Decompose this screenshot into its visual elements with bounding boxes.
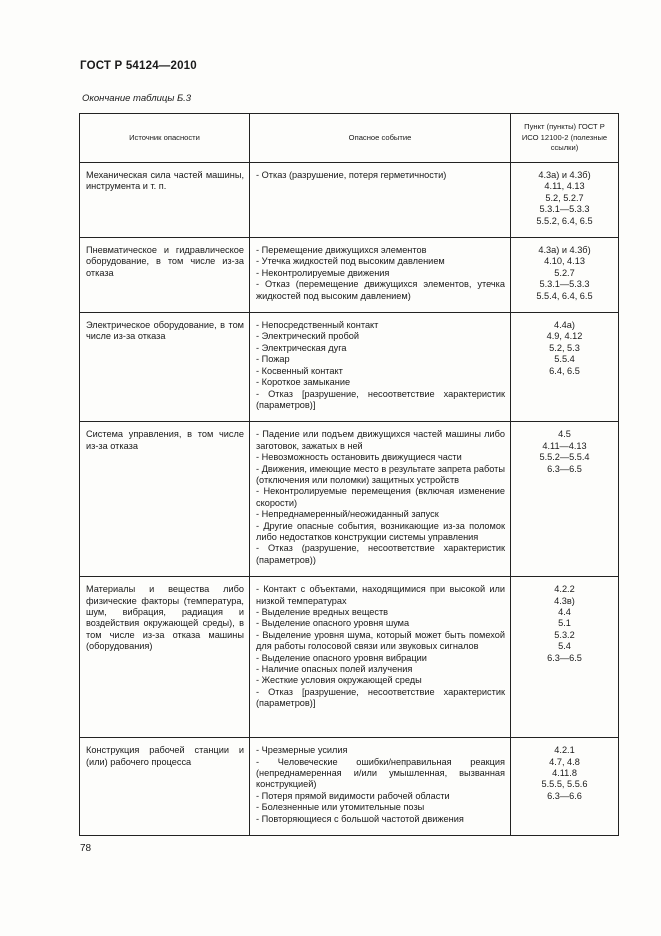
hazard-event-list: [250, 238, 510, 312]
reference-item: 5.2, 5.2.7: [545, 192, 584, 203]
table-row: [80, 738, 619, 836]
hazard-event-item: - Отказ (разрушение, потеря герметичности): [256, 170, 447, 180]
reference-item: 5.5.2—5.5.4: [539, 452, 590, 463]
hazard-event-item: - Чрезмерные усилия: [256, 745, 348, 756]
column-header-refs: Пункт (пункты) ГОСТ Р ИСО 12100-2 (полезные ссылки): [511, 114, 619, 163]
hazard-source-cell: [80, 422, 250, 577]
reference-list: [511, 313, 618, 387]
hazard-source-text: Конструкция рабочей станции и (или) рабочего процесса: [86, 745, 244, 767]
reference-list: [511, 738, 618, 812]
reference-item: 4.7, 4.8: [549, 756, 580, 767]
hazard-event-item: - Человеческие ошибки/неправильная реакция (непреднамеренная и/или умышленная, вызванная конструкцией): [256, 756, 505, 790]
hazard-source-text: Механическая сила частей машины, инструмента и т. п.: [86, 170, 244, 192]
hazard-event-item: - Непреднамеренный/неожиданный запуск: [256, 509, 439, 520]
hazard-event-item: - Пожар: [256, 354, 290, 365]
hazard-event-item: - Жесткие условия окружающей среды: [256, 675, 422, 686]
hazard-event-item: - Утечка жидкостей под высоким давлением: [256, 256, 445, 267]
hazard-event-list: [250, 163, 510, 191]
hazard-event-cell: [250, 738, 511, 836]
reference-item: 5.4: [558, 641, 571, 652]
table-header-row: [80, 114, 619, 163]
reference-cell: [511, 577, 619, 738]
table-row: [80, 238, 619, 313]
hazard-source-cell: [80, 577, 250, 738]
reference-item: 5.2, 5.3: [549, 342, 580, 353]
reference-item: 6.4, 6.5: [549, 365, 580, 376]
reference-item: 4.2.2: [554, 584, 575, 595]
hazard-event-cell: [250, 422, 511, 577]
hazard-event-cell: [250, 577, 511, 738]
hazard-source-text: Система управления, в том числе из-за отказа: [86, 429, 244, 451]
hazard-event-item: - Неконтролируемые движения: [256, 267, 390, 278]
reference-list: [511, 163, 618, 237]
reference-item: 4.3в): [554, 595, 575, 606]
hazard-event-item: - Отказ [разрушение, несоответствие характеристик (параметров)]: [256, 388, 505, 410]
reference-item: 4.4: [558, 607, 571, 617]
hazard-event-item: - Выделение вредных веществ: [256, 607, 389, 617]
reference-item: 4.11.8: [552, 768, 577, 778]
hazard-event-item: - Электрическая дуга: [256, 342, 347, 353]
reference-item: 6.3—6.5: [547, 463, 582, 474]
hazard-event-item: - Невозможность остановить движущиеся части: [256, 452, 462, 463]
hazard-source-text: Материалы и вещества либо физические факторы (температура, шум, вибрация, радиация и воздействия окружающей среды), в том числе из-за отказа машины (оборудования): [86, 584, 244, 652]
hazard-event-item: - Потеря прямой видимости рабочей области: [256, 790, 450, 801]
hazard-source-cell: [80, 313, 250, 422]
hazard-event-list: [250, 422, 510, 576]
hazard-event-cell: [250, 163, 511, 238]
document-code: ГОСТ Р 54124—2010: [80, 60, 197, 72]
hazard-source-cell: [80, 163, 250, 238]
reference-item: 4.10, 4.13: [544, 256, 585, 267]
reference-item: 5.1: [558, 618, 571, 629]
hazard-event-item: - Движения, имеющие место в результате запрета работы (отключения или поломки) защитных устройств: [256, 463, 505, 485]
reference-item: 5.2.7: [554, 267, 575, 278]
hazard-event-item: - Выделение опасного уровня вибрации: [256, 652, 427, 663]
hazard-event-cell: [250, 313, 511, 422]
reference-item: 6.3—6.6: [547, 790, 582, 801]
hazard-event-item: - Электрический пробой: [256, 331, 359, 342]
reference-item: 4.3а) и 4.3б): [538, 170, 591, 180]
reference-item: 6.3—6.5: [547, 652, 582, 663]
table-caption: Окончание таблицы Б.3: [82, 93, 192, 104]
reference-item: 4.4а): [554, 320, 575, 331]
hazard-event-item: - Наличие опасных полей излучения: [256, 664, 413, 675]
hazard-event-item: - Короткое замыкание: [256, 377, 351, 388]
table-row: [80, 577, 619, 738]
hazard-table: [79, 113, 619, 836]
reference-item: 4.5: [558, 429, 571, 440]
hazard-event-item: - Повторяющиеся с большой частотой движения: [256, 813, 464, 824]
reference-cell: [511, 313, 619, 422]
reference-item: 5.5.5, 5.5.6: [541, 779, 588, 790]
hazard-event-item: - Выделение уровня шума, который может быть помехой для работы голосовой связи или звуковых сигналов: [256, 629, 505, 652]
hazard-source-cell: [80, 738, 250, 836]
hazard-event-item: - Непосредственный контакт: [256, 320, 379, 331]
hazard-event-list: [250, 577, 510, 719]
reference-cell: [511, 738, 619, 836]
hazard-event-cell: [250, 238, 511, 313]
table-row: [80, 313, 619, 422]
column-header-source: Источник опасности: [80, 114, 250, 163]
hazard-source-text: Электрическое оборудование, в том числе из-за отказа: [86, 320, 244, 342]
reference-list: [511, 577, 618, 674]
hazard-event-item: - Выделение опасного уровня шума: [256, 618, 410, 629]
reference-item: 4.3а) и 4.3б): [538, 245, 591, 256]
hazard-event-item: - Контакт с объектами, находящимися при высокой или низкой температурах: [256, 584, 505, 606]
page-number: 78: [80, 843, 92, 854]
reference-item: 4.9, 4.12: [546, 331, 583, 342]
hazard-event-list: [250, 738, 510, 835]
reference-item: 5.5.4: [554, 354, 575, 365]
hazard-event-item: - Отказ [разрушение, несоответствие характеристик (параметров)]: [256, 686, 505, 709]
hazard-event-item: - Неконтролируемые перемещения (включая изменение скорости): [256, 486, 505, 508]
hazard-event-item: - Перемещение движущихся элементов: [256, 245, 427, 256]
hazard-event-list: [250, 313, 510, 421]
hazard-event-item: - Отказ (перемещение движущихся элементов, утечка жидкостей под высоким давлением): [256, 279, 505, 301]
reference-item: 5.5.2, 6.4, 6.5: [536, 215, 593, 226]
hazard-event-item: - Другие опасные события, возникающие из-за поломок либо недостатков конструкции системы управления: [256, 520, 505, 542]
reference-item: 4.2.1: [554, 745, 575, 756]
reference-cell: [511, 238, 619, 313]
hazard-event-item: - Падение или подъем движущихся частей машины либо заготовок, зажатых в ней: [256, 429, 505, 451]
reference-item: 4.11, 4.13: [544, 181, 585, 192]
reference-item: 5.5.4, 6.4, 6.5: [536, 290, 593, 301]
reference-list: [511, 238, 618, 312]
column-header-event: Опасное событие: [250, 114, 511, 163]
table-row: [80, 163, 619, 238]
hazard-source-text: Пневматическое и гидравлическое оборудование, в том числе из-за отказа: [86, 245, 244, 278]
reference-cell: [511, 422, 619, 577]
reference-list: [511, 422, 618, 485]
hazard-event-item: - Болезненные или утомительные позы: [256, 802, 425, 813]
reference-item: 5.3.1—5.3.3: [539, 279, 590, 290]
reference-item: 5.3.1—5.3.3: [539, 204, 590, 215]
hazard-event-item: - Отказ (разрушение, несоответствие характеристик (параметров)): [256, 543, 505, 565]
table-row: [80, 422, 619, 577]
reference-item: 4.11—4.13: [542, 440, 587, 451]
reference-cell: [511, 163, 619, 238]
hazard-event-item: - Косвенный контакт: [256, 365, 343, 376]
hazard-source-cell: [80, 238, 250, 313]
reference-item: 5.3.2: [554, 629, 575, 640]
table-body: [80, 163, 619, 836]
